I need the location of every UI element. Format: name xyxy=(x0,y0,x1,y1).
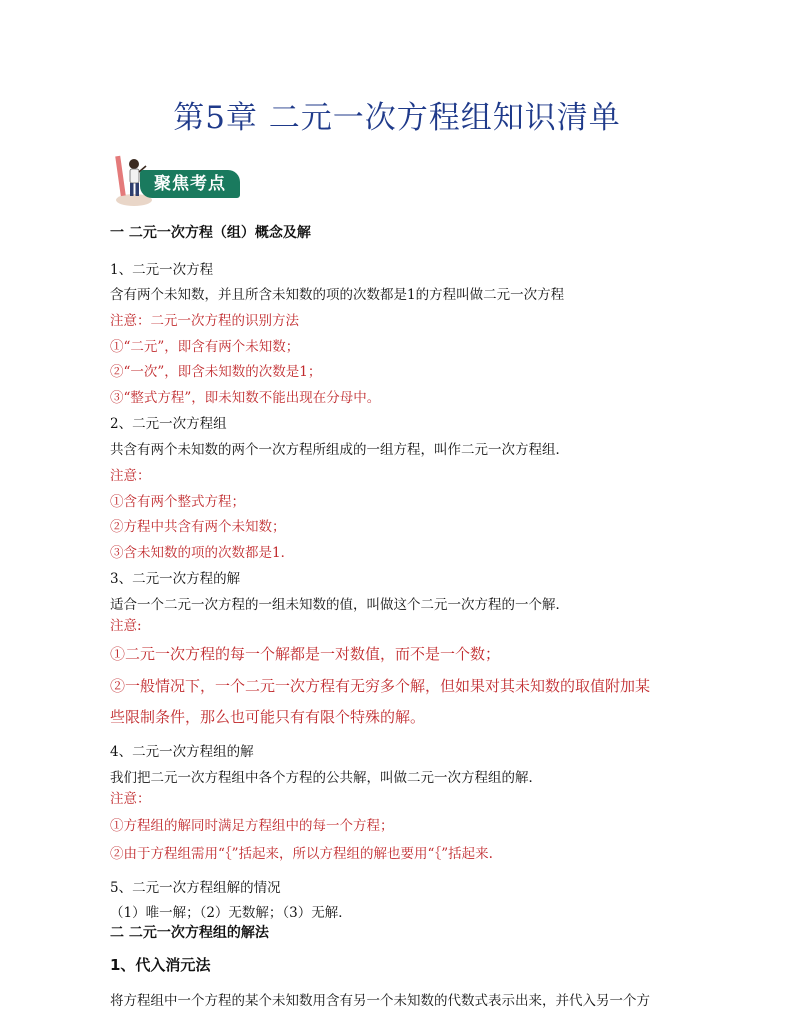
page-title: 第5章 二元一次方程组知识清单 xyxy=(173,100,621,136)
method-title: 1、代入消元法 xyxy=(110,956,211,974)
section-heading: 二 二元一次方程组的解法 xyxy=(110,925,269,941)
item-title: 2、二元一次方程组 xyxy=(110,416,227,432)
note-point: 些限制条件，那么也可能只有有限个特殊的解。 xyxy=(110,708,426,726)
note-label: 注意： xyxy=(110,468,151,484)
definition-text: 适合一个二元一次方程的一组未知数的值，叫做这个二元一次方程的一个解． xyxy=(110,597,569,613)
focus-badge xyxy=(112,152,240,208)
note-point: ①方程组的解同时满足方程组中的每一个方程； xyxy=(110,818,394,834)
item-title: 1、二元一次方程 xyxy=(110,262,214,278)
note-point: ③含未知数的项的次数都是1． xyxy=(110,545,295,561)
note-point: ③“整式方程”，即未知数不能出现在分母中。 xyxy=(110,390,381,406)
note-point: ②方程中共含有两个未知数； xyxy=(110,519,286,535)
note-point: ①含有两个整式方程； xyxy=(110,494,245,510)
definition-text: 我们把二元一次方程组中各个方程的公共解，叫做二元一次方程组的解． xyxy=(110,770,542,786)
note-label: 注意：二元一次方程的识别方法 xyxy=(110,313,299,329)
note-label: 注意： xyxy=(110,791,151,807)
note-point: ①“二元”，即含有两个未知数； xyxy=(110,339,300,355)
item-title: 4、二元一次方程组的解 xyxy=(110,744,254,760)
focus-badge-label: 聚焦考点 xyxy=(140,170,240,198)
note-point: ②一般情况下，一个二元一次方程有无穷多个解，但如果对其未知数的取值附加某 xyxy=(110,677,651,695)
note-point: ②由于方程组需用“｛”括起来，所以方程组的解也要用“｛”括起来. xyxy=(110,846,493,862)
item-title: 5、二元一次方程组解的情况 xyxy=(110,880,281,896)
note-point: ②“一次”，即含未知数的次数是1； xyxy=(110,364,322,380)
section-heading: 一 二元一次方程（组）概念及解 xyxy=(110,225,311,241)
item-title: 3、二元一次方程的解 xyxy=(110,571,241,587)
definition-text: 含有两个未知数，并且所含未知数的项的次数都是1的方程叫做二元一次方程 xyxy=(110,287,565,303)
method-text: 将方程组中一个方程的某个未知数用含有另一个未知数的代数式表示出来，并代入另一个方 xyxy=(110,993,650,1009)
cases-text: （1）唯一解；（2）无数解；（3）无解． xyxy=(110,905,352,921)
definition-text: 共含有两个未知数的两个一次方程所组成的一组方程，叫作二元一次方程组． xyxy=(110,442,569,458)
note-label: 注意: xyxy=(110,618,142,634)
note-point: ①二元一次方程的每一个解都是一对数值，而不是一个数； xyxy=(110,645,501,663)
